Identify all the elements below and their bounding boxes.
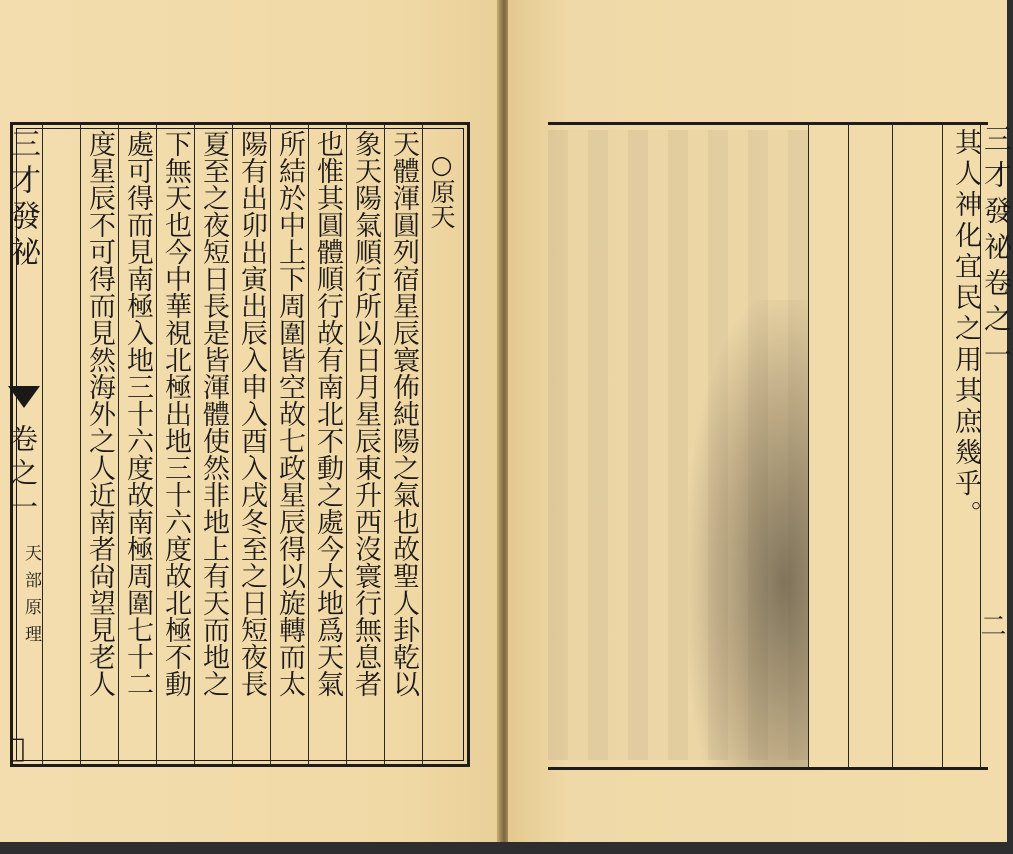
top-rule (548, 122, 988, 125)
text-column: 度星辰不可得而見然海外之人近南者尙望見老人 (84, 130, 115, 697)
page-number-mark: 𢀳 (2, 734, 32, 764)
book-title-mark: 三才發祕 (980, 124, 1013, 268)
fish-tail-ornament (8, 386, 40, 408)
section-mark: 天部原理 (21, 544, 41, 652)
book-title-mark: 三才發祕 (5, 128, 40, 272)
column-divider (848, 125, 849, 767)
text-column: 也惟其圓體順行故有南北不動之處今大地爲天氣 (312, 130, 343, 697)
column-divider (808, 125, 809, 767)
right-page-frame (548, 122, 988, 770)
closing-text-column: 其人神化宜民之用其庶幾乎。 (950, 128, 981, 531)
bottom-rule (548, 767, 988, 770)
right-page (508, 0, 1013, 842)
right-page-number: 二 (976, 612, 1006, 638)
text-column: 所結於中上下周圍皆空故七政星辰得以旋轉而太 (274, 130, 305, 697)
text-column: 下無天也今中華視北極出地三十六度故北極不動 (160, 130, 191, 697)
text-column: 夏至之夜短日長是皆渾體使然非地上有天而地之 (198, 130, 229, 697)
left-page (0, 0, 500, 842)
volume-mark: 卷之一 (6, 424, 39, 526)
text-column: 天體渾圓列宿星辰寰佈純陽之氣也故聖人卦乾以 (388, 130, 419, 697)
volume-mark: 卷之一 (980, 268, 1013, 376)
text-column: 處可得而見南極入地三十六度故南極周圍七十二 (122, 130, 153, 697)
column-divider (892, 125, 893, 767)
text-column: 陽有出卯出寅出辰入申入酉入戌冬至之日短夜長 (236, 130, 267, 697)
text-column: 象天陽氣順行所以日月星辰東升西沒寰行無息者 (350, 130, 381, 697)
section-heading: ○原天 (427, 150, 456, 229)
page-gutter-strip (2, 124, 42, 764)
column-divider (942, 125, 943, 767)
right-header-mark (980, 124, 1013, 376)
column-divider (42, 125, 43, 765)
